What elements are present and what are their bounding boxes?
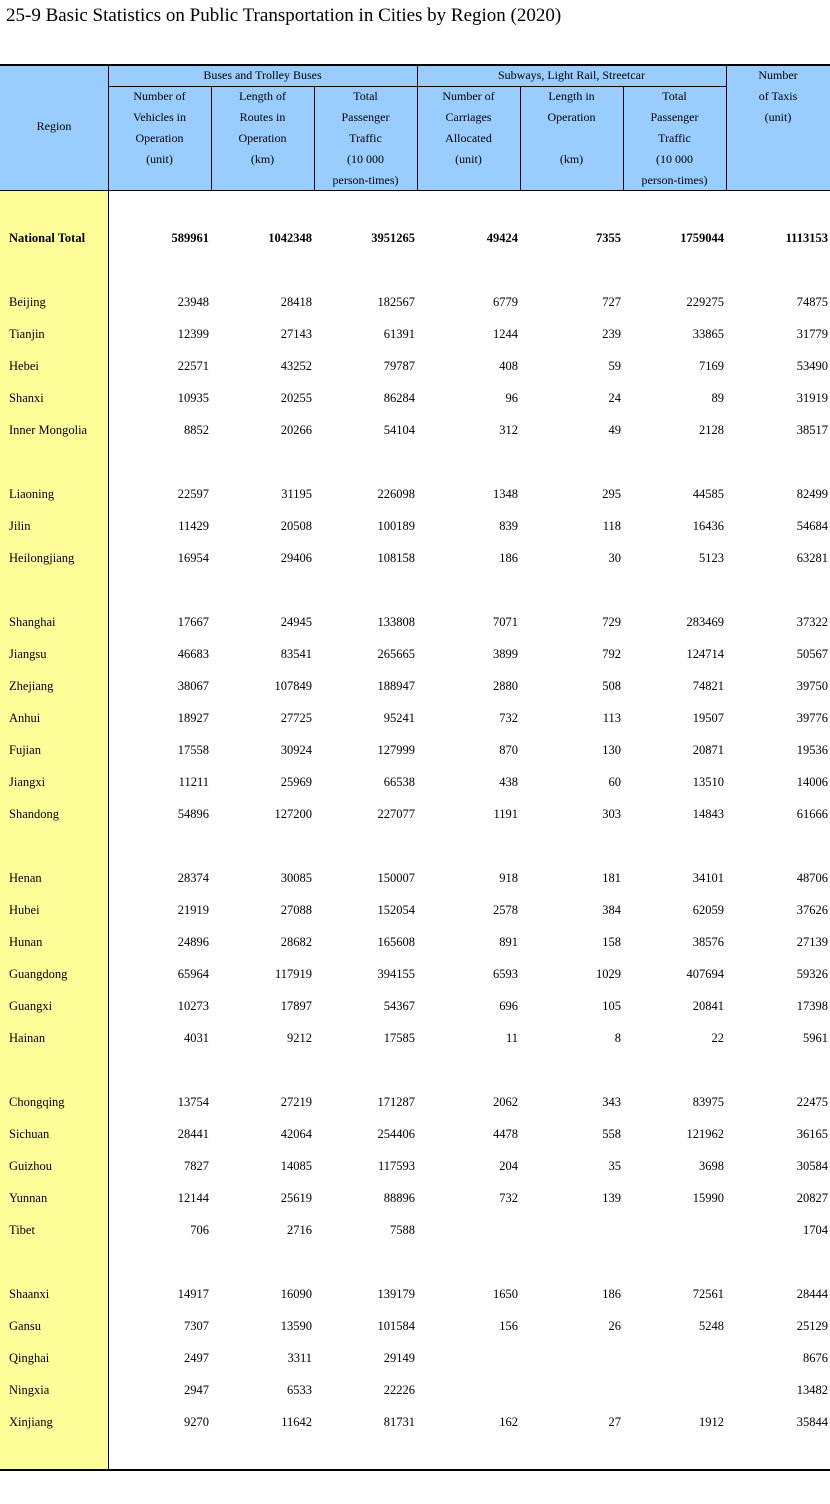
buses-group-header: Buses and Trolley Buses — [203, 68, 322, 82]
value-cell: 8676 — [803, 1351, 828, 1365]
region-cell: Shandong — [9, 807, 59, 821]
table-row-national-total — [0, 229, 830, 249]
value-cell: 30085 — [280, 871, 312, 885]
value-cell: 42064 — [280, 1127, 312, 1141]
value-cell: 108158 — [377, 551, 415, 565]
region-cell: Chongqing — [9, 1095, 65, 1109]
value-cell: 23948 — [177, 295, 209, 309]
value-cell: 19536 — [796, 743, 828, 757]
region-cell: Shanghai — [9, 615, 56, 629]
bus-vehicles-header: Number of Vehicles in Operation (unit) — [133, 89, 186, 166]
value-cell: 2716 — [287, 1223, 312, 1237]
region-cell: Gansu — [9, 1319, 41, 1333]
value-cell: 61391 — [383, 327, 415, 341]
value-cell: 1912 — [699, 1415, 724, 1429]
value-cell: 35 — [608, 1159, 621, 1173]
value-cell: 3951265 — [371, 231, 415, 245]
value-cell: 16954 — [177, 551, 209, 565]
value-cell: 1348 — [493, 487, 518, 501]
table-row — [0, 869, 830, 889]
region-cell: National Total — [9, 231, 86, 245]
table-row — [0, 1029, 830, 1049]
value-cell: 28374 — [177, 871, 209, 885]
table-row — [0, 933, 830, 953]
value-cell: 11211 — [178, 775, 209, 789]
value-cell: 28418 — [280, 295, 312, 309]
table-row — [0, 421, 830, 441]
value-cell: 54684 — [796, 519, 828, 533]
value-cell: 5961 — [803, 1031, 828, 1045]
table-row — [0, 741, 830, 761]
value-cell: 38576 — [692, 935, 724, 949]
value-cell: 165608 — [377, 935, 415, 949]
region-cell: Hebei — [9, 359, 39, 373]
value-cell: 303 — [602, 807, 621, 821]
value-cell: 21919 — [177, 903, 209, 917]
value-cell: 130 — [602, 743, 621, 757]
value-cell: 14006 — [796, 775, 828, 789]
value-cell: 5248 — [699, 1319, 724, 1333]
value-cell: 186 — [499, 551, 518, 565]
region-header: Region — [36, 119, 72, 133]
value-cell: 48706 — [796, 871, 828, 885]
value-cell: 7827 — [184, 1159, 209, 1173]
value-cell: 20871 — [692, 743, 724, 757]
value-cell: 1191 — [493, 807, 518, 821]
value-cell: 79787 — [383, 359, 415, 373]
value-cell: 162 — [499, 1415, 518, 1429]
value-cell: 558 — [602, 1127, 621, 1141]
table-row — [0, 1125, 830, 1145]
value-cell: 17558 — [177, 743, 209, 757]
value-cell: 312 — [499, 423, 518, 437]
value-cell: 182567 — [377, 295, 415, 309]
value-cell: 63281 — [796, 551, 828, 565]
value-cell: 2578 — [493, 903, 518, 917]
table-row — [0, 549, 830, 569]
value-cell: 696 — [499, 999, 518, 1013]
region-cell: Qinghai — [9, 1351, 50, 1365]
value-cell: 8852 — [184, 423, 209, 437]
value-cell: 891 — [499, 935, 518, 949]
value-cell: 156 — [499, 1319, 518, 1333]
region-cell: Guangxi — [9, 999, 53, 1013]
value-cell: 732 — [499, 1191, 518, 1205]
value-cell: 589961 — [171, 231, 209, 245]
value-cell: 74875 — [796, 295, 828, 309]
value-cell: 2497 — [184, 1351, 209, 1365]
value-cell: 65964 — [177, 967, 209, 981]
value-cell: 20266 — [280, 423, 312, 437]
value-cell: 31919 — [796, 391, 828, 405]
value-cell: 100189 — [377, 519, 415, 533]
value-cell: 37626 — [796, 903, 828, 917]
value-cell: 792 — [602, 647, 621, 661]
value-cell: 34101 — [692, 871, 724, 885]
region-cell: Hunan — [9, 935, 43, 949]
bus-traffic-header: Total Passenger Traffic (10 000 person-times) — [332, 89, 399, 187]
value-cell: 158 — [602, 935, 621, 949]
region-cell: Ningxia — [9, 1383, 50, 1397]
value-cell: 113 — [602, 711, 621, 725]
value-cell: 88896 — [383, 1191, 415, 1205]
value-cell: 17585 — [383, 1031, 415, 1045]
value-cell: 59326 — [796, 967, 828, 981]
value-cell: 7169 — [699, 359, 724, 373]
value-cell: 139 — [602, 1191, 621, 1205]
value-cell: 3311 — [287, 1351, 312, 1365]
region-cell: Anhui — [9, 711, 41, 725]
value-cell: 181 — [602, 871, 621, 885]
value-cell: 407694 — [686, 967, 724, 981]
value-cell: 2947 — [184, 1383, 209, 1397]
value-cell: 227077 — [377, 807, 415, 821]
value-cell: 96 — [505, 391, 518, 405]
value-cell: 27143 — [280, 327, 312, 341]
region-cell: Jiangsu — [9, 647, 47, 661]
value-cell: 31195 — [281, 487, 312, 501]
value-cell: 4478 — [493, 1127, 518, 1141]
region-cell: Henan — [9, 871, 42, 885]
value-cell: 13510 — [692, 775, 724, 789]
value-cell: 27219 — [280, 1095, 312, 1109]
value-cell: 239 — [602, 327, 621, 341]
value-cell: 283469 — [686, 615, 724, 629]
value-cell: 62059 — [692, 903, 724, 917]
value-cell: 186 — [602, 1287, 621, 1301]
value-cell: 89 — [711, 391, 724, 405]
table-row — [0, 1189, 830, 1209]
region-cell: Hubei — [9, 903, 40, 917]
value-cell: 66538 — [383, 775, 415, 789]
value-cell: 19507 — [692, 711, 724, 725]
value-cell: 150007 — [377, 871, 415, 885]
value-cell: 83541 — [280, 647, 312, 661]
table-row — [0, 1221, 830, 1241]
value-cell: 20508 — [280, 519, 312, 533]
value-cell: 22571 — [177, 359, 209, 373]
value-cell: 438 — [499, 775, 518, 789]
value-cell: 10935 — [177, 391, 209, 405]
table-row — [0, 293, 830, 313]
value-cell: 394155 — [377, 967, 415, 981]
value-cell: 24945 — [280, 615, 312, 629]
value-cell: 7071 — [493, 615, 518, 629]
region-column-band — [0, 191, 108, 1469]
region-cell: Guangdong — [9, 967, 68, 981]
region-cell: Tianjin — [9, 327, 45, 341]
value-cell: 37322 — [796, 615, 828, 629]
value-cell: 12144 — [177, 1191, 209, 1205]
value-cell: 22 — [711, 1031, 724, 1045]
value-cell: 30924 — [280, 743, 312, 757]
table-row — [0, 965, 830, 985]
value-cell: 61666 — [796, 807, 828, 821]
subway-traffic-header: Total Passenger Traffic (10 000 person-times) — [641, 89, 708, 187]
value-cell: 26 — [608, 1319, 621, 1333]
value-cell: 9212 — [287, 1031, 312, 1045]
region-cell: Liaoning — [9, 487, 55, 501]
value-cell: 105 — [602, 999, 621, 1013]
value-cell: 117593 — [377, 1159, 415, 1173]
value-cell: 2880 — [493, 679, 518, 693]
value-cell: 22226 — [383, 1383, 415, 1397]
value-cell: 59 — [608, 359, 621, 373]
value-cell: 8 — [614, 1031, 621, 1045]
value-cell: 22475 — [796, 1095, 828, 1109]
region-cell: Heilongjiang — [9, 551, 75, 565]
value-cell: 17897 — [280, 999, 312, 1013]
region-divider — [108, 66, 109, 1469]
table-row — [0, 901, 830, 921]
table-row — [0, 709, 830, 729]
value-cell: 9270 — [184, 1415, 209, 1429]
value-cell: 1704 — [803, 1223, 828, 1237]
value-cell: 6593 — [493, 967, 518, 981]
value-cell: 7355 — [596, 231, 621, 245]
region-cell: Shanxi — [9, 391, 44, 405]
value-cell: 101584 — [377, 1319, 415, 1333]
table-row — [0, 1381, 830, 1401]
value-cell: 20841 — [692, 999, 724, 1013]
region-cell: Jilin — [9, 519, 31, 533]
value-cell: 53490 — [796, 359, 828, 373]
value-cell: 15990 — [692, 1191, 724, 1205]
table-row — [0, 997, 830, 1017]
region-cell: Shaanxi — [9, 1287, 50, 1301]
value-cell: 1042348 — [268, 231, 312, 245]
statistics-table — [0, 64, 830, 1472]
value-cell: 139179 — [377, 1287, 415, 1301]
value-cell: 13482 — [796, 1383, 828, 1397]
table-row — [0, 357, 830, 377]
value-cell: 11642 — [281, 1415, 312, 1429]
value-cell: 3698 — [699, 1159, 724, 1173]
table-row — [0, 645, 830, 665]
value-cell: 43252 — [280, 359, 312, 373]
value-cell: 27725 — [280, 711, 312, 725]
value-cell: 1759044 — [680, 231, 724, 245]
value-cell: 2128 — [699, 423, 724, 437]
value-cell: 86284 — [383, 391, 415, 405]
value-cell: 295 — [602, 487, 621, 501]
table-row — [0, 389, 830, 409]
value-cell: 24 — [608, 391, 621, 405]
value-cell: 14917 — [177, 1287, 209, 1301]
value-cell: 14085 — [280, 1159, 312, 1173]
value-cell: 254406 — [377, 1127, 415, 1141]
table-row — [0, 613, 830, 633]
region-cell: Tibet — [9, 1223, 35, 1237]
value-cell: 31779 — [796, 327, 828, 341]
value-cell: 12399 — [177, 327, 209, 341]
table-row — [0, 677, 830, 697]
value-cell: 18927 — [177, 711, 209, 725]
table-row — [0, 485, 830, 505]
value-cell: 343 — [602, 1095, 621, 1109]
value-cell: 35844 — [796, 1415, 828, 1429]
value-cell: 107849 — [274, 679, 312, 693]
value-cell: 11 — [505, 1031, 518, 1045]
value-cell: 28441 — [177, 1127, 209, 1141]
value-cell: 60 — [608, 775, 621, 789]
region-cell: Fujian — [9, 743, 41, 757]
value-cell: 83975 — [692, 1095, 724, 1109]
value-cell: 188947 — [377, 679, 415, 693]
value-cell: 39750 — [796, 679, 828, 693]
region-cell: Inner Mongolia — [9, 423, 88, 437]
bus-routes-header: Length of Routes in Operation (km) — [238, 89, 287, 166]
value-cell: 28444 — [796, 1287, 828, 1301]
table-row — [0, 1093, 830, 1113]
value-cell: 20827 — [796, 1191, 828, 1205]
value-cell: 27139 — [796, 935, 828, 949]
value-cell: 30 — [608, 551, 621, 565]
value-cell: 25129 — [796, 1319, 828, 1333]
value-cell: 171287 — [377, 1095, 415, 1109]
value-cell: 16436 — [692, 519, 724, 533]
subway-length-header: Length in Operation (km) — [547, 89, 596, 166]
value-cell: 74821 — [692, 679, 724, 693]
value-cell: 82499 — [796, 487, 828, 501]
value-cell: 38517 — [796, 423, 828, 437]
value-cell: 727 — [602, 295, 621, 309]
value-cell: 17667 — [177, 615, 209, 629]
value-cell: 1650 — [493, 1287, 518, 1301]
value-cell: 30584 — [796, 1159, 828, 1173]
value-cell: 706 — [190, 1223, 209, 1237]
region-cell: Yunnan — [9, 1191, 48, 1205]
value-cell: 2062 — [493, 1095, 518, 1109]
value-cell: 54367 — [383, 999, 415, 1013]
value-cell: 13754 — [177, 1095, 209, 1109]
region-cell: Beijing — [9, 295, 46, 309]
value-cell: 46683 — [177, 647, 209, 661]
value-cell: 28682 — [280, 935, 312, 949]
table-row — [0, 1285, 830, 1305]
table-row — [0, 1157, 830, 1177]
value-cell: 49424 — [486, 231, 518, 245]
value-cell: 732 — [499, 711, 518, 725]
value-cell: 13590 — [280, 1319, 312, 1333]
table-row — [0, 805, 830, 825]
value-cell: 54896 — [177, 807, 209, 821]
value-cell: 7588 — [390, 1223, 415, 1237]
value-cell: 265665 — [377, 647, 415, 661]
value-cell: 27 — [608, 1415, 621, 1429]
value-cell: 11429 — [178, 519, 209, 533]
value-cell: 226098 — [377, 487, 415, 501]
value-cell: 22597 — [177, 487, 209, 501]
value-cell: 36165 — [796, 1127, 828, 1141]
region-cell: Sichuan — [9, 1127, 50, 1141]
region-cell: Zhejiang — [9, 679, 54, 693]
value-cell: 44585 — [692, 487, 724, 501]
value-cell: 124714 — [686, 647, 724, 661]
value-cell: 1244 — [493, 327, 518, 341]
value-cell: 152054 — [377, 903, 415, 917]
table-row — [0, 1317, 830, 1337]
value-cell: 508 — [602, 679, 621, 693]
value-cell: 16090 — [280, 1287, 312, 1301]
value-cell: 229275 — [686, 295, 724, 309]
value-cell: 918 — [499, 871, 518, 885]
value-cell: 839 — [499, 519, 518, 533]
value-cell: 121962 — [686, 1127, 724, 1141]
value-cell: 24896 — [177, 935, 209, 949]
value-cell: 408 — [499, 359, 518, 373]
region-cell: Hainan — [9, 1031, 46, 1045]
value-cell: 870 — [499, 743, 518, 757]
value-cell: 49 — [608, 423, 621, 437]
value-cell: 29406 — [280, 551, 312, 565]
value-cell: 1113153 — [785, 231, 828, 245]
value-cell: 27088 — [280, 903, 312, 917]
value-cell: 7307 — [184, 1319, 209, 1333]
subway-carriages-header: Number of Carriages Allocated (unit) — [442, 89, 495, 166]
value-cell: 10273 — [177, 999, 209, 1013]
value-cell: 5123 — [699, 551, 724, 565]
value-cell: 39776 — [796, 711, 828, 725]
value-cell: 54104 — [383, 423, 415, 437]
table-row — [0, 1413, 830, 1433]
value-cell: 33865 — [692, 327, 724, 341]
value-cell: 50567 — [796, 647, 828, 661]
table-row — [0, 517, 830, 537]
value-cell: 25619 — [280, 1191, 312, 1205]
value-cell: 117919 — [274, 967, 312, 981]
value-cell: 14843 — [692, 807, 724, 821]
subways-group-header: Subways, Light Rail, Streetcar — [498, 68, 645, 82]
table-bottom-border — [0, 1469, 830, 1471]
value-cell: 17398 — [796, 999, 828, 1013]
taxis-header: Number of Taxis (unit) — [758, 68, 798, 124]
value-cell: 1029 — [596, 967, 621, 981]
region-cell: Xinjiang — [9, 1415, 53, 1429]
value-cell: 729 — [602, 615, 621, 629]
value-cell: 127999 — [377, 743, 415, 757]
page-title: 25-9 Basic Statistics on Public Transportation in Cities by Region (2020) — [6, 5, 562, 26]
value-cell: 3899 — [493, 647, 518, 661]
value-cell: 204 — [499, 1159, 518, 1173]
table-row — [0, 1349, 830, 1369]
value-cell: 38067 — [177, 679, 209, 693]
value-cell: 72561 — [692, 1287, 724, 1301]
value-cell: 29149 — [383, 1351, 415, 1365]
value-cell: 20255 — [280, 391, 312, 405]
value-cell: 6779 — [493, 295, 518, 309]
value-cell: 118 — [602, 519, 621, 533]
value-cell: 25969 — [280, 775, 312, 789]
table-row — [0, 773, 830, 793]
value-cell: 6533 — [287, 1383, 312, 1397]
value-cell: 384 — [602, 903, 621, 917]
value-cell: 81731 — [383, 1415, 415, 1429]
table-row — [0, 325, 830, 345]
value-cell: 133808 — [377, 615, 415, 629]
region-cell: Guizhou — [9, 1159, 53, 1173]
value-cell: 4031 — [184, 1031, 209, 1045]
value-cell: 127200 — [274, 807, 312, 821]
region-cell: Jiangxi — [9, 775, 46, 789]
value-cell: 95241 — [383, 711, 415, 725]
